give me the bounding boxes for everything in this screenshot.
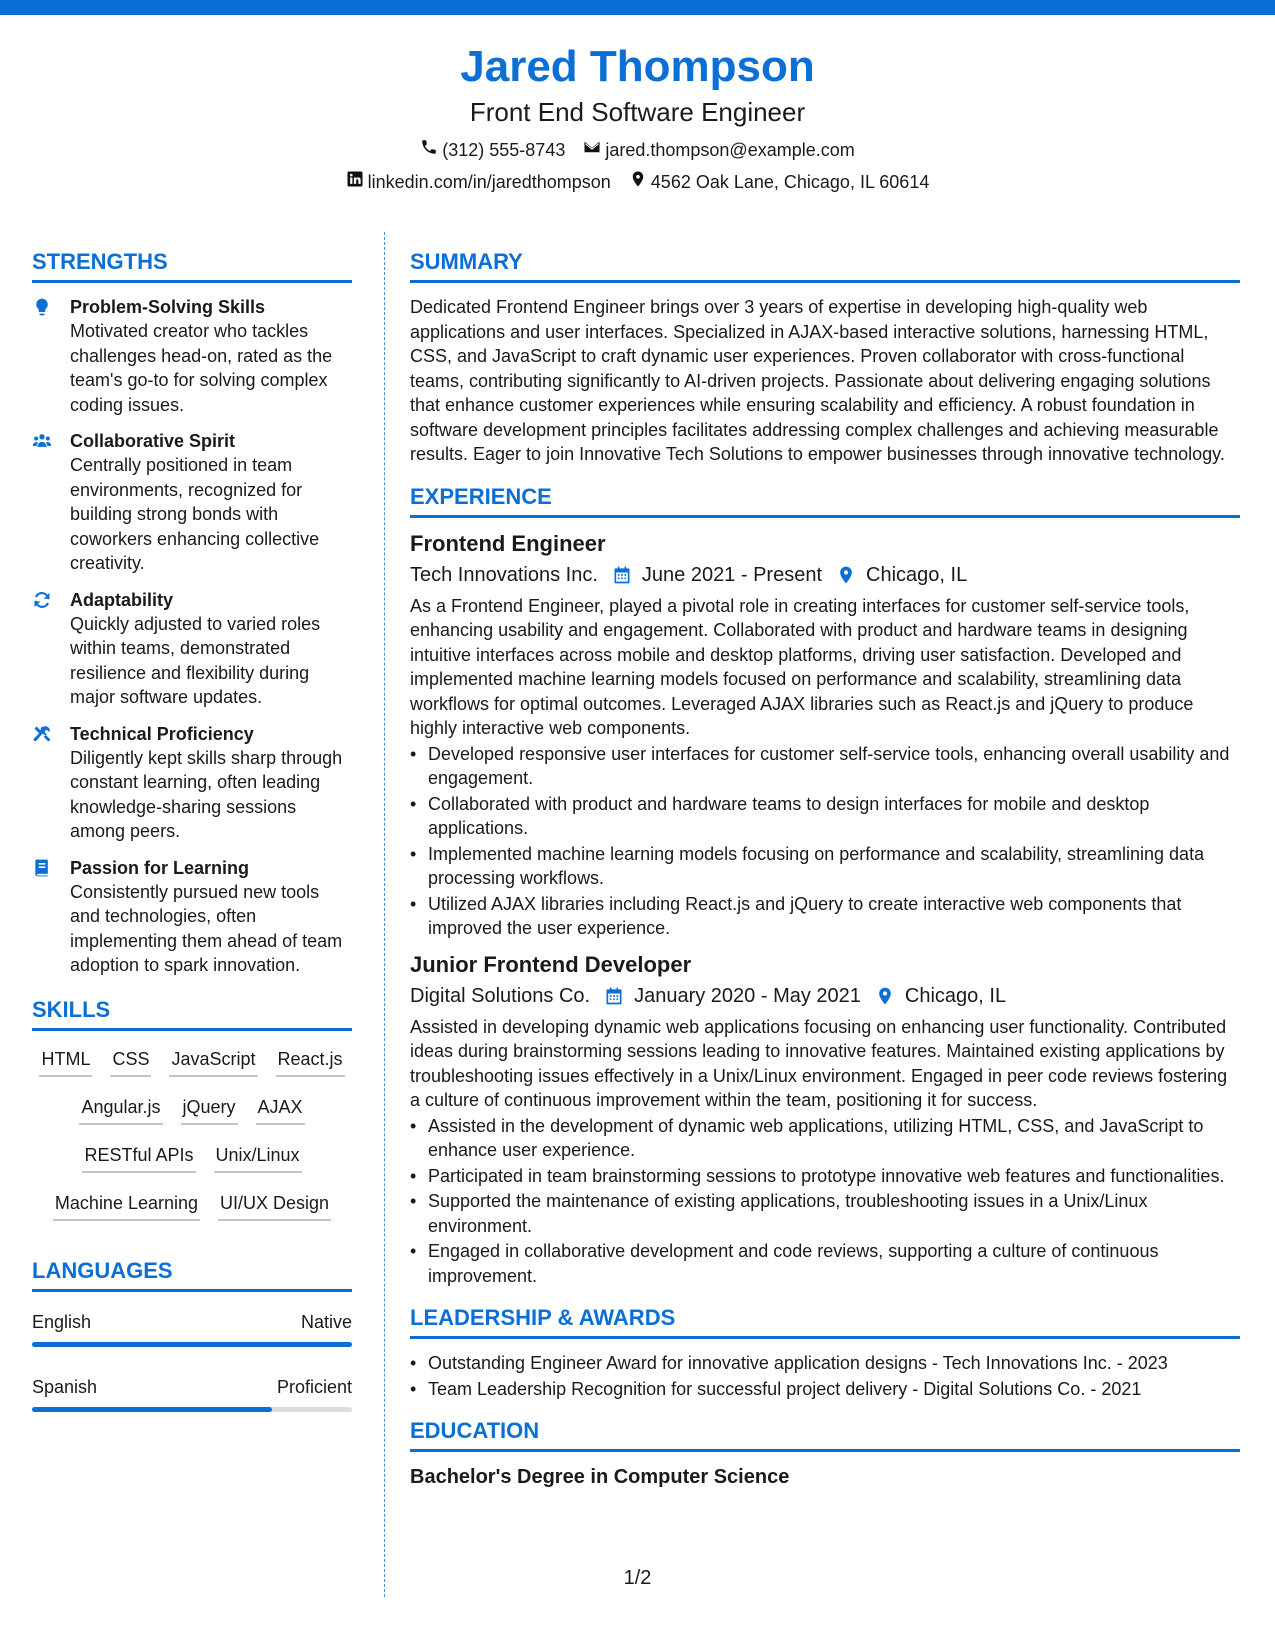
skill-tag: Unix/Linux	[214, 1143, 302, 1173]
job-meta	[410, 983, 1240, 1009]
experience-heading: EXPERIENCE	[410, 483, 1240, 518]
summary-heading: SUMMARY	[410, 248, 1240, 283]
map-pin-icon	[875, 986, 895, 1006]
contact-line-2	[0, 170, 1275, 194]
strength-description: Centrally positioned in team environments, recognized for building strong bonds with coworkers enhancing collective creativity.	[70, 455, 320, 573]
map-pin-icon	[629, 170, 647, 194]
candidate-title: Front End Software Engineer	[469, 97, 806, 127]
job-description: Assisted in developing dynamic web applications focusing on enhancing user functionality. Contributed ideas during brainstorming sessions leading to innovative features. Maintained existing applications by troubleshooting issues effectively in a Unix/Linux environment. Engaged in peer code reviews fostering a culture of continuous improvement within the team, positioning it for success.	[410, 1016, 1228, 1110]
job-meta	[410, 562, 1240, 588]
strengths-list	[32, 295, 352, 978]
skills-heading: SKILLS	[32, 996, 352, 1031]
language-item	[32, 1310, 352, 1347]
calendar-icon	[612, 565, 632, 585]
skills-list	[32, 1043, 352, 1221]
job-description: As a Frontend Engineer, played a pivotal role in creating interfaces for customer self-service tools, enhancing usability and engagement. Collaborated with product and hardware teams in designing intuitive interfaces across mobile and desktop platforms, driving user satisfaction. Developed and implemented machine learning models focused on performance and scalability, streamlining data workflows for optimal outcomes. Leveraged AJAX libraries such as React.js and jQuery to produce highly interactive web components.	[410, 595, 1194, 738]
tools-icon	[32, 722, 54, 844]
refresh-icon	[32, 588, 54, 710]
top-accent-bar	[0, 0, 1275, 15]
strength-description: Diligently kept skills sharp through constant learning, often leading knowledge-sharing sessions among peers.	[70, 747, 343, 841]
job-bullets	[410, 1114, 1240, 1289]
language-level: Native	[300, 1311, 352, 1332]
award-item: • Team Leadership Recognition for successful project delivery - Digital Solutions Co. - 2021	[410, 1377, 1240, 1402]
address-text: 4562 Oak Lane, Chicago, IL 60614	[650, 172, 930, 192]
experience-list	[410, 530, 1240, 1289]
job-location: Chicago, IL	[866, 563, 968, 586]
strength-body	[70, 429, 352, 576]
left-column	[32, 248, 352, 1440]
skill-tag: JavaScript	[169, 1047, 257, 1077]
languages-heading: LANGUAGES	[32, 1257, 352, 1292]
strengths-heading: STRENGTHS	[32, 248, 352, 283]
skill-tag: React.js	[276, 1047, 345, 1077]
job-company: Tech Innovations Inc.	[410, 563, 598, 586]
language-name: English	[32, 1311, 92, 1332]
language-level: Proficient	[276, 1376, 352, 1397]
leadership-list	[410, 1351, 1240, 1401]
contact-email[interactable]	[583, 138, 854, 162]
job-bullet: • Collaborated with product and hardware teams to design interfaces for mobile and desktop applications.	[410, 792, 1240, 841]
map-pin-icon	[836, 565, 856, 585]
strength-item	[32, 856, 352, 978]
job-entry	[410, 530, 1240, 941]
job-bullet: • Utilized AJAX libraries including React.js and jQuery to create interactive web components that improved the user experience.	[410, 892, 1240, 941]
strength-body	[70, 588, 352, 710]
skill-tag: Angular.js	[79, 1095, 162, 1125]
phone-icon	[420, 138, 438, 162]
strength-item	[32, 295, 352, 417]
email-text[interactable]: jared.thompson@example.com	[605, 140, 855, 160]
calendar-icon	[604, 986, 624, 1006]
strength-description: Quickly adjusted to varied roles within teams, demonstrated resilience and flexibility during major software updates.	[70, 613, 321, 707]
skill-tag: jQuery	[181, 1095, 238, 1125]
contact-address	[629, 170, 930, 194]
linkedin-text[interactable]: linkedin.com/in/jaredthompson	[367, 172, 611, 192]
job-dates: June 2021 - Present	[641, 563, 823, 586]
job-company: Digital Solutions Co.	[410, 984, 591, 1007]
contact-line-1	[0, 138, 1275, 162]
resume-header	[0, 40, 1275, 194]
job-dates: January 2020 - May 2021	[634, 984, 861, 1007]
strength-item	[32, 722, 352, 844]
languages-list	[32, 1304, 352, 1412]
phone-text: (312) 555-8743	[442, 140, 566, 160]
job-entry	[410, 951, 1240, 1289]
job-title: Junior Frontend Developer	[410, 951, 692, 977]
skill-tag: Machine Learning	[53, 1191, 200, 1221]
language-row	[32, 1375, 352, 1399]
language-proficiency-bar	[32, 1342, 352, 1347]
strength-body	[70, 856, 352, 978]
users-icon	[32, 429, 54, 576]
language-proficiency-fill	[32, 1342, 352, 1347]
contact-phone	[420, 138, 565, 162]
job-bullet: • Developed responsive user interfaces for customer self-service tools, enhancing overall usability and engagement.	[410, 742, 1240, 791]
skill-tag: UI/UX Design	[218, 1191, 331, 1221]
job-bullet: • Assisted in the development of dynamic web applications, utilizing HTML, CSS, and JavaScript to enhance user experience.	[410, 1114, 1240, 1163]
lightbulb-icon	[32, 295, 54, 417]
strength-title: Collaborative Spirit	[70, 431, 236, 451]
education-degree: Bachelor's Degree in Computer Science	[410, 1466, 790, 1488]
strength-title: Adaptability	[70, 589, 174, 610]
language-row	[32, 1310, 352, 1334]
page-number: 1/2	[623, 1567, 652, 1589]
education-heading: EDUCATION	[410, 1417, 1240, 1452]
summary-text: Dedicated Frontend Engineer brings over 3 years of expertise in developing high-quality web applications and user interfaces. Specialized in AJAX-based interactive solutions, harnessing HTML, CSS, and JavaScript to craft dynamic user experiences. Proven collaborator with cross-functional teams, contributing significantly to AI-driven projects. Passionate about delivering engaging solutions that enhance customer experiences while ensuring scalability and efficiency. A robust foundation in software development principles facilitates addressing complex challenges and achieving measurable results. Eager to join Innovative Tech Solutions to empower businesses through innovative technology.	[410, 297, 1225, 464]
job-bullet: • Implemented machine learning models focusing on performance and scalability, streamlining data processing workflows.	[410, 842, 1240, 891]
strength-description: Motivated creator who tackles challenges head-on, rated as the team's go-to for solving complex coding issues.	[70, 321, 333, 415]
strength-body	[70, 722, 352, 844]
strength-title: Problem-Solving Skills	[70, 297, 266, 317]
strength-description: Consistently pursued new tools and technologies, often implementing them ahead of team adoption to spark innovation.	[70, 881, 343, 975]
language-proficiency-fill	[32, 1407, 272, 1412]
skill-tag: HTML	[39, 1047, 92, 1077]
job-bullet: • Engaged in collaborative development and code reviews, supporting a culture of continuous improvement.	[410, 1239, 1240, 1288]
column-divider	[384, 232, 385, 1597]
strength-item	[32, 429, 352, 576]
leadership-heading: LEADERSHIP & AWARDS	[410, 1304, 1240, 1339]
language-item	[32, 1375, 352, 1412]
language-proficiency-bar	[32, 1407, 352, 1412]
right-column	[410, 248, 1240, 1490]
candidate-name: Jared Thompson	[460, 42, 815, 91]
book-icon	[32, 856, 54, 978]
job-location: Chicago, IL	[904, 984, 1007, 1007]
skill-tag: CSS	[110, 1047, 151, 1077]
strength-body	[70, 295, 352, 417]
strength-title: Technical Proficiency	[70, 723, 254, 744]
skill-tag: AJAX	[256, 1095, 305, 1125]
language-name: Spanish	[32, 1376, 98, 1397]
job-bullet: • Supported the maintenance of existing applications, troubleshooting issues in a Unix/Linux environment.	[410, 1189, 1240, 1238]
skill-tag: RESTful APIs	[82, 1143, 195, 1173]
linkedin-icon	[346, 170, 364, 194]
envelope-icon	[583, 138, 601, 162]
strength-item	[32, 588, 352, 710]
job-bullet: • Participated in team brainstorming sessions to prototype innovative web features and functionalities.	[410, 1164, 1240, 1189]
job-bullets	[410, 742, 1240, 941]
strength-title: Passion for Learning	[70, 857, 250, 878]
job-title: Frontend Engineer	[410, 530, 606, 556]
award-item: • Outstanding Engineer Award for innovative application designs - Tech Innovations Inc. - 2023	[410, 1351, 1240, 1376]
contact-linkedin[interactable]	[346, 170, 611, 194]
